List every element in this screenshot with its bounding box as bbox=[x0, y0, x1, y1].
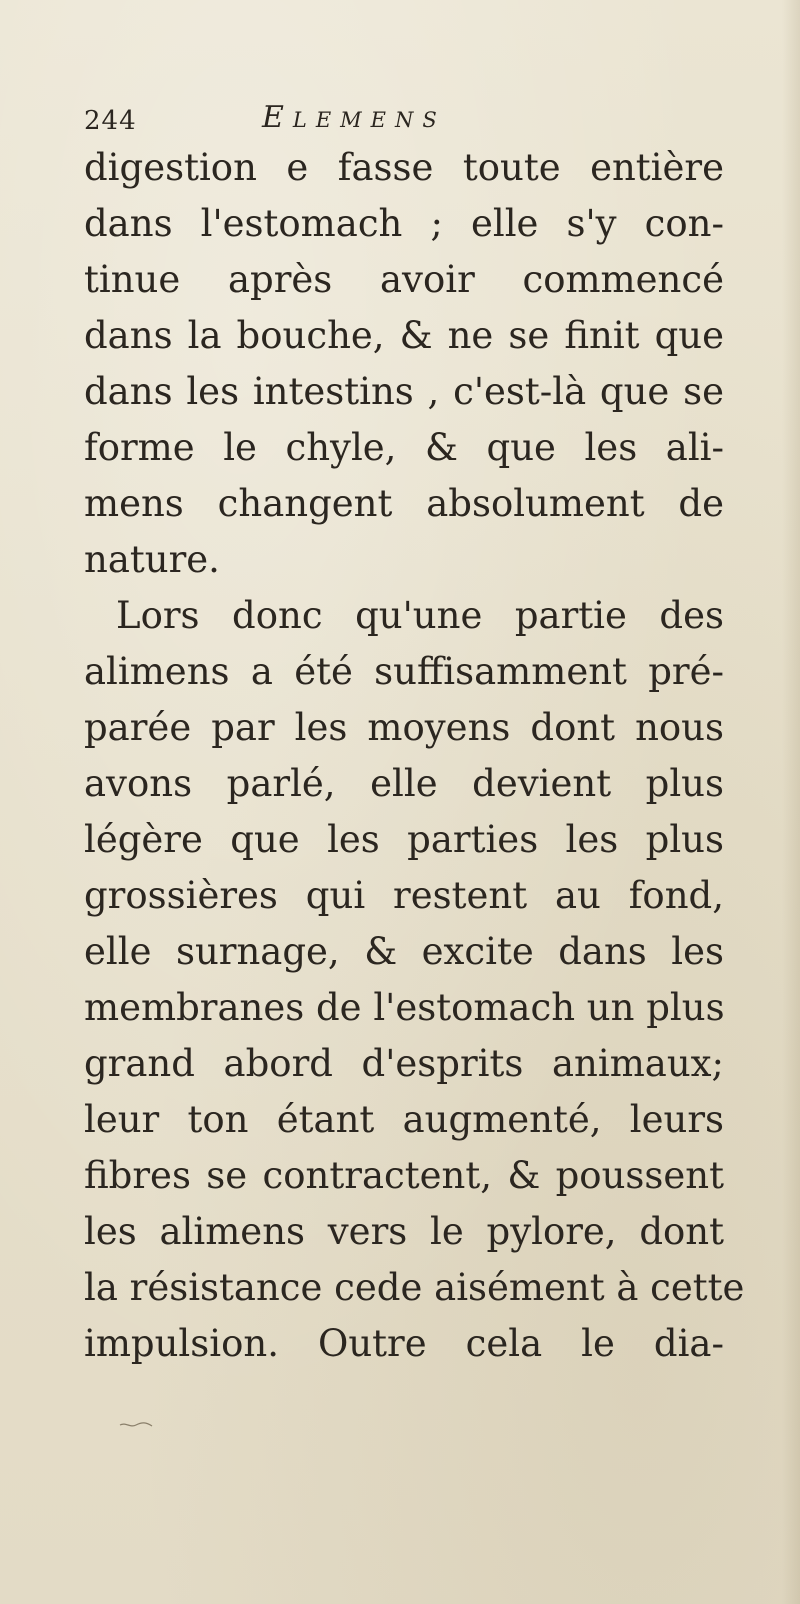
text-line: digestion e fasse toute entière bbox=[84, 146, 724, 189]
text-line: parée par les moyens dont nous bbox=[84, 706, 724, 749]
text-line: dans l'estomach ; elle s'y con- bbox=[84, 202, 724, 245]
text-line: tinue après avoir commencé bbox=[84, 258, 724, 301]
text-line: avons parlé, elle devient plus bbox=[84, 762, 724, 805]
text-line: impulsion. Outre cela le dia- bbox=[84, 1322, 724, 1365]
text-line: leur ton étant augmenté, leurs bbox=[84, 1098, 724, 1141]
body-text bbox=[84, 140, 745, 1372]
text-line: alimens a été suffisamment pré- bbox=[84, 650, 724, 693]
running-title: Elemens bbox=[262, 100, 446, 135]
text-line: grand abord d'esprits animaux; bbox=[84, 1042, 724, 1085]
running-head bbox=[84, 100, 724, 140]
paragraph-start-line: Lors donc qu'une partie des bbox=[116, 594, 724, 637]
text-line: elle surnage, & excite dans les bbox=[84, 930, 724, 973]
text-line: légère que les parties les plus bbox=[84, 818, 724, 861]
text-line: la résistance cede aisément à cette bbox=[84, 1266, 745, 1309]
page-edge-shadow bbox=[782, 0, 800, 1604]
ink-smudge-mark bbox=[118, 1418, 154, 1432]
text-line: dans la bouche, & ne se finit que bbox=[84, 314, 724, 357]
text-line: forme le chyle, & que les ali- bbox=[84, 426, 724, 469]
text-line: dans les intestins , c'est-là que se bbox=[84, 370, 724, 413]
text-line: mens changent absolument de bbox=[84, 482, 724, 525]
text-line: les alimens vers le pylore, dont bbox=[84, 1210, 724, 1253]
text-line: fibres se contractent, & poussent bbox=[84, 1154, 724, 1197]
paragraph-end-line: nature. bbox=[84, 538, 220, 581]
text-line: grossières qui restent au fond, bbox=[84, 874, 724, 917]
text-line: membranes de l'estomach un plus bbox=[84, 986, 725, 1029]
page-number: 244 bbox=[84, 106, 137, 136]
